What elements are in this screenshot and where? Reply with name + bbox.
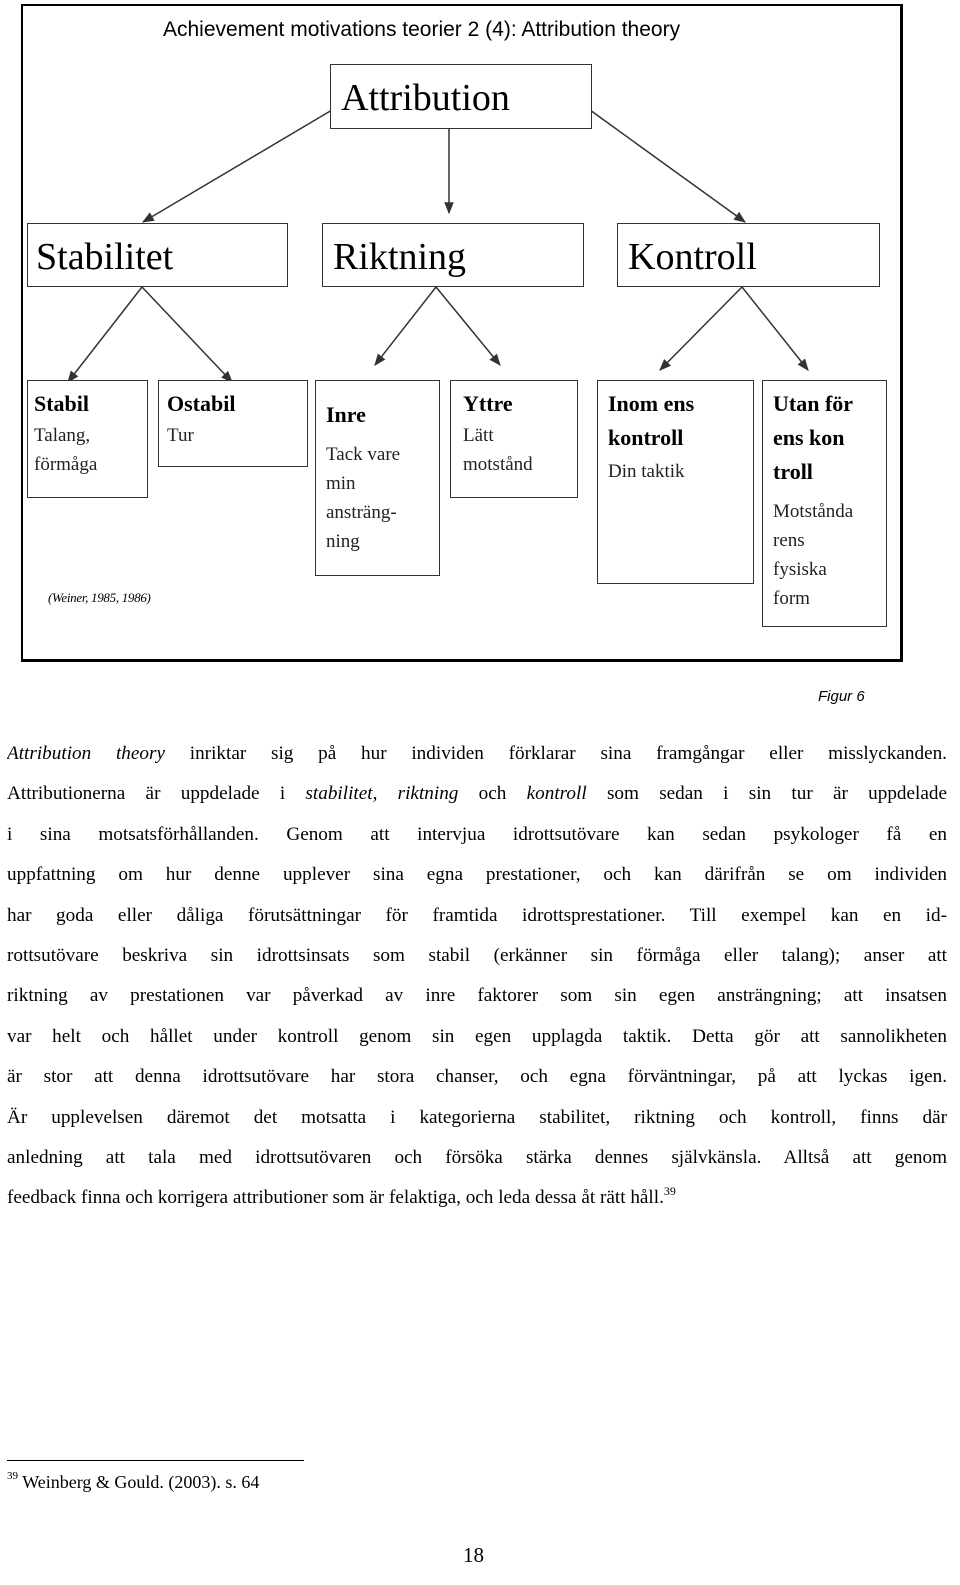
arrow-to-utan: [742, 287, 808, 370]
inom-body-line: Din taktik: [608, 461, 685, 482]
ostabil-title: Ostabil: [167, 391, 236, 416]
utan-body-line: fysiska: [773, 559, 827, 580]
text-line: anledning att tala med idrottsutövaren och försöka stärka dennes självkänsla. Alltså att genom: [7, 1146, 947, 1168]
utan-title-line: ens kon: [773, 425, 845, 450]
inre-body-line: min: [326, 473, 356, 494]
text-line: var helt och hållet under kontroll genom sin egen upplagda taktik. Detta gör att sannolikheten: [7, 1025, 947, 1047]
inre-body-line: ansträng-: [326, 502, 397, 523]
arrow-to-stabil: [68, 287, 142, 382]
utan-body-line: Motstånda: [773, 501, 854, 522]
arrow-to-stabilitet: [143, 110, 332, 222]
arrow-to-inom: [660, 287, 742, 370]
inom-title-line: Inom ens: [608, 391, 695, 416]
stabil-body-line: Talang,: [34, 425, 91, 446]
inre-title: Inre: [326, 402, 366, 427]
page-number: 18: [463, 1543, 484, 1567]
utan-title-line: troll: [773, 459, 813, 484]
text-line: Är upplevelsen däremot det motsatta i kategorierna stabilitet, riktning och kontroll, finns där: [7, 1106, 947, 1128]
figure-heading: Achievement motivations teorier 2 (4): Attribution theory: [163, 18, 681, 41]
text-line: Attributionerna är uppdelade i stabilitet, riktning och kontroll som sedan i sin tur är uppdelade: [7, 783, 947, 805]
arrow-to-inre: [375, 287, 436, 365]
inre-body-line: ning: [326, 531, 360, 552]
arrow-to-kontroll: [590, 110, 745, 222]
riktning-label: Riktning: [333, 236, 467, 278]
inom-box: [597, 380, 754, 584]
footnote-text: Weinberg & Gould. (2003). s. 64: [22, 1472, 260, 1492]
inre-box: [315, 380, 440, 576]
ostabil-body-line: Tur: [167, 425, 194, 446]
kontroll-label: Kontroll: [628, 236, 757, 278]
text-line: är stor att denna idrottsutövare har stora chanser, och egna förväntningar, på att lyckas igen.: [7, 1066, 947, 1088]
text-line: rottsutövare beskriva sin idrottsinsats som stabil (erkänner sin förmåga eller talang); anser att: [7, 944, 947, 966]
stabilitet-box: [27, 223, 288, 287]
attribution-root-box: [330, 64, 592, 129]
weiner-reference: (Weiner, 1985, 1986): [48, 590, 151, 605]
utan-box: [762, 380, 887, 627]
attribution-root-label: Attribution: [341, 77, 510, 119]
text-line: feedback finna och korrigera attributioner som är felaktiga, och leda dessa åt rätt håll.$^{39}$: [7, 1184, 676, 1209]
footnote-divider: [7, 1460, 304, 1461]
riktning-box: [322, 223, 584, 287]
utan-body-line: form: [773, 588, 810, 609]
yttre-box: [450, 380, 578, 498]
figure-caption: Figur 6: [818, 688, 865, 705]
yttre-body-line: Lätt: [463, 425, 494, 446]
stabilitet-label: Stabilitet: [36, 236, 174, 278]
arrow-to-ostabil: [142, 287, 232, 382]
utan-body-line: rens: [773, 530, 805, 551]
yttre-body-line: motstånd: [463, 454, 533, 475]
footnote: [7, 1472, 259, 1493]
stabil-box: [27, 380, 148, 498]
utan-title-line: Utan för: [773, 391, 854, 416]
text-line: uppfattning om hur denne upplever sina egna prestationer, och kan därifrån se om individen: [7, 864, 947, 886]
ostabil-box: [158, 380, 308, 467]
term-attribution-theory: Attribution theory: [7, 743, 165, 764]
text-line: Attribution theory inriktar sig på hur individen förklarar sina framgångar eller misslyckanden.: [7, 743, 947, 764]
stabil-title: Stabil: [34, 391, 90, 416]
text-line: riktning av prestationen var påverkad av inre faktorer som sin egen ansträngning; att insatsen: [7, 985, 947, 1007]
stabil-body-line: förmåga: [34, 454, 98, 475]
text-line: i sina motsatsförhållanden. Genom att intervjua idrottsutövare kan sedan psykologer få en: [7, 823, 947, 845]
text-line: har goda eller dåliga förutsättningar för framtida idrottsprestationer. Till exempel kan en id-: [7, 904, 947, 926]
yttre-title: Yttre: [463, 391, 513, 416]
inre-body-line: Tack vare: [326, 444, 401, 465]
inom-title-line: kontroll: [608, 425, 684, 450]
footnote-marker: 39: [7, 1470, 18, 1482]
arrow-to-yttre: [436, 287, 500, 365]
body-paragraph: [7, 734, 947, 1219]
footnote-reference[interactable]: 39: [663, 1184, 676, 1199]
kontroll-box: [617, 223, 880, 287]
